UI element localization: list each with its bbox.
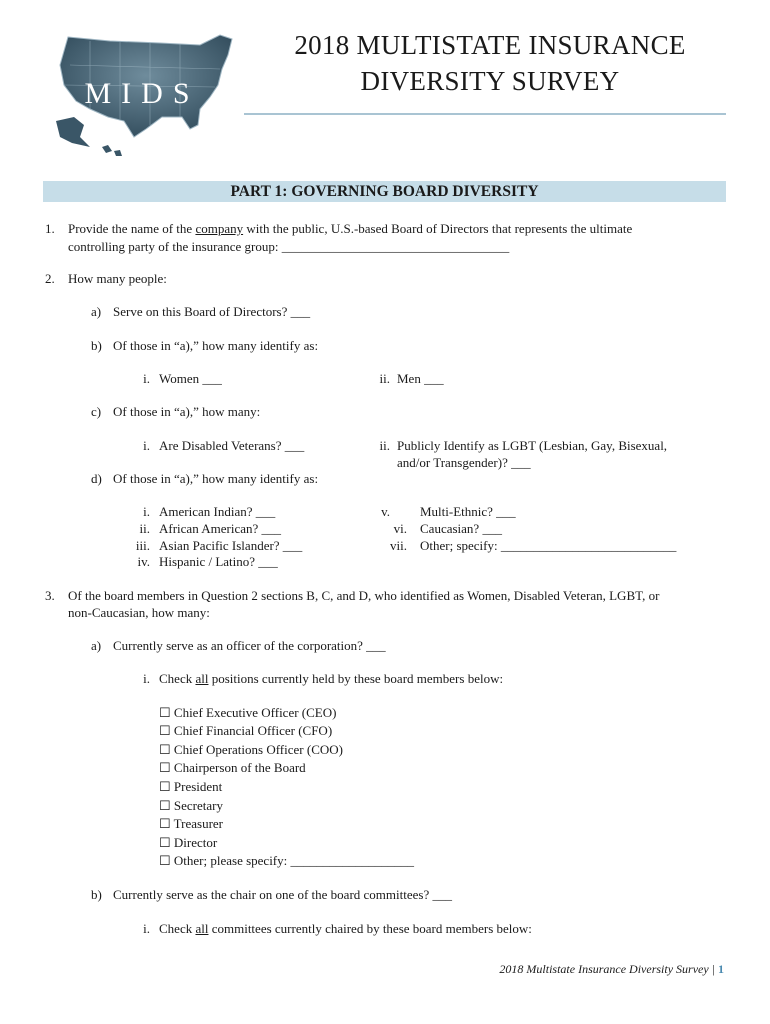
q2c-i-number: i. [143,438,150,453]
title-divider [244,113,726,115]
q3a-i-number: i. [143,671,150,686]
q2d-hispanic[interactable]: Hispanic / Latino? ___ [159,554,278,569]
checkbox-treasurer[interactable]: ☐ Treasurer [159,816,224,831]
q2-number: 2. [45,271,55,286]
page-footer [499,962,724,977]
q2-text: How many people: [68,271,167,286]
q2d-asian-pacific[interactable]: Asian Pacific Islander? ___ [159,538,303,553]
q2d-caucasian[interactable]: Caucasian? ___ [420,521,502,536]
footer-text: 2018 Multistate Insurance Diversity Survey | [499,962,718,976]
q3-line2: non-Caucasian, how many: [68,605,210,620]
q2a-text[interactable]: Serve on this Board of Directors? ___ [113,304,311,319]
part1-heading: PART 1: GOVERNING BOARD DIVERSITY [43,181,726,202]
q2d-multi-ethnic[interactable]: Multi-Ethnic? ___ [420,504,516,519]
q3b-i-text: Check all committees currently chaired by these board members below: [159,921,532,936]
q3a-text[interactable]: Currently serve as an officer of the corporation? ___ [113,638,386,653]
q2d-vi-number: vi. [393,521,407,536]
company-underlined: company [195,221,244,236]
q2d-iii-number: iii. [135,538,150,553]
q3-line1: Of the board members in Question 2 sections B, C, and D, who identified as Women, Disabled Veteran, LGBT, or [68,588,660,603]
page-number: 1 [718,962,724,976]
q2b-text: Of those in “a),” how many identify as: [113,338,319,353]
q3b-number: b) [91,887,102,902]
q3a-number: a) [91,638,102,653]
q2b-i-number: i. [143,371,150,386]
q2c-ii-number: ii. [379,438,390,453]
q3b-i-number: i. [143,921,150,936]
q1-number: 1. [45,221,55,236]
q2d-ii-number: ii. [139,521,150,536]
q2d-v-number: v. [381,504,390,519]
q1-line1: Provide the name of the company with the public, U.S.-based Board of Directors that represents the ultimate [68,221,633,236]
checkbox-president[interactable]: ☐ President [159,779,223,794]
mids-logo [50,25,240,165]
q2d-text: Of those in “a),” how many identify as: [113,471,319,486]
checkbox-cfo[interactable]: ☐ Chief Financial Officer (CFO) [159,723,333,738]
hawaii-shape [102,145,122,156]
checkbox-ceo[interactable]: ☐ Chief Executive Officer (CEO) [159,705,337,720]
q2c-lgbt-line2[interactable]: and/or Transgender)? ___ [397,455,531,470]
q1-line2[interactable]: controlling party of the insurance group: ___________________________________ [68,239,510,254]
title-line-2: DIVERSITY SURVEY [360,66,620,96]
checkbox-chairperson[interactable]: ☐ Chairperson of the Board [159,760,306,775]
q2c-number: c) [91,404,102,419]
title-line-1: 2018 MULTISTATE INSURANCE [294,30,686,60]
q2d-african-american[interactable]: African American? ___ [159,521,282,536]
q2d-vii-number: vii. [390,538,407,553]
q2c-lgbt-line1: Publicly Identify as LGBT (Lesbian, Gay, Bisexual, [397,438,668,453]
q2c-disabled-veterans[interactable]: Are Disabled Veterans? ___ [159,438,305,453]
q3b-text[interactable]: Currently serve as the chair on one of the board committees? ___ [113,887,452,902]
q2d-american-indian[interactable]: American Indian? ___ [159,504,276,519]
alaska-shape [56,117,90,147]
q2b-men[interactable]: Men ___ [397,371,444,386]
checkbox-director[interactable]: ☐ Director [159,835,218,850]
page-title [250,27,730,99]
q2b-women[interactable]: Women ___ [159,371,222,386]
q2d-i-number: i. [143,504,150,519]
checkbox-secretary[interactable]: ☐ Secretary [159,798,223,813]
q2c-text: Of those in “a),” how many: [113,404,261,419]
q2d-number: d) [91,471,102,486]
q3a-i-text: Check all positions currently held by these board members below: [159,671,504,686]
checkbox-other[interactable]: ☐ Other; please specify: ___________________ [159,853,414,868]
q2d-other[interactable]: Other; specify: ___________________________ [420,538,677,553]
logo-text: MIDS [84,77,200,110]
checkbox-coo[interactable]: ☐ Chief Operations Officer (COO) [159,742,343,757]
q2d-iv-number: iv. [137,554,150,569]
q3-number: 3. [45,588,55,603]
q2b-ii-number: ii. [379,371,390,386]
q2b-number: b) [91,338,102,353]
q2a-number: a) [91,304,102,319]
